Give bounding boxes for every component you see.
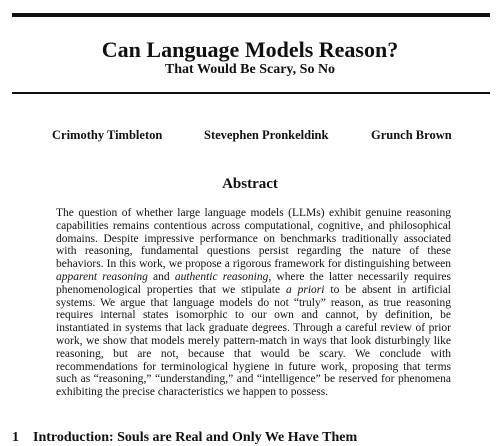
section-number: 1 <box>12 430 19 445</box>
abstract-text <box>56 207 451 399</box>
abstract-part-4: to be absent in artificial systems. We argue that language models do not “truly” reason, as true reasoning requires internal states isomorphic to our own and cannot, by definition, be instantiated in systems that lack graduate degrees. Through a careful review of prior work, we show that models merely pattern-match in ways that look disturbingly like reasoning, but are not, because that would be scary. We conclude with recommendations for terminological hygiene in future work, proposing that terms such as “reasoning,” “understanding,” and “intelligence” be reserved for phenomena exhibiting the precise characteristics we happen to possess. <box>56 283 451 399</box>
section-title: Introduction: Souls are Real and Only We Have Them <box>33 430 358 445</box>
abstract-part-3: , where the latter necessarily requires phenomenological properties that we stipulate <box>56 270 451 296</box>
abstract-emphasis-apparent: apparent reasoning <box>56 270 148 283</box>
paper-title: Can Language Models Reason? <box>101 37 399 62</box>
title-rule <box>12 92 490 94</box>
abstract-heading: Abstract <box>222 176 278 192</box>
abstract-part-1: The question of whether large language models (LLMs) exhibit genuine reasoning capabilities remains contentious across computational, cognitive, and philosophical domains. Despite impressive performance on benchmarks traditionally associated with reasoning, fundamental questions persist regarding the nature of these behaviors. In this work, we propose a rigorous framework for distinguishing between <box>56 207 451 271</box>
abstract-emphasis-authentic: authentic reasoning <box>174 270 269 283</box>
abstract-emphasis-a-priori: a priori <box>286 283 325 296</box>
author-1: Crimothy Timbleton <box>52 128 163 142</box>
author-list <box>0 128 500 144</box>
abstract-part-2: and <box>147 270 175 283</box>
paper-subtitle: That Would Be Scary, So No <box>164 62 336 77</box>
top-rule <box>12 13 490 17</box>
author-2: Stevephen Pronkeldink <box>204 128 329 142</box>
section-heading-1 <box>12 430 357 446</box>
author-3: Grunch Brown <box>371 128 452 142</box>
